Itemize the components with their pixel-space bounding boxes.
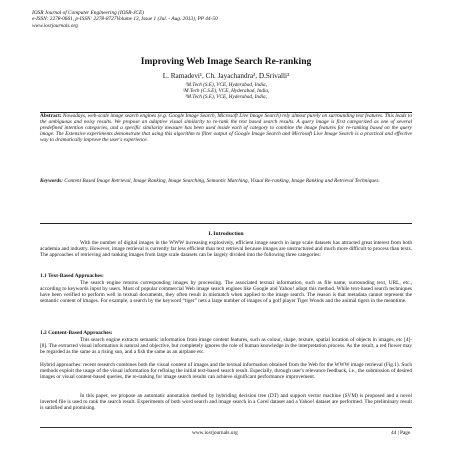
author-affiliations	[0, 82, 452, 100]
abstract	[40, 113, 412, 143]
proposal-paragraph	[40, 393, 412, 411]
text-based-paragraph-text: The search engine returns corresponding images by processing. The associated textual information, such as file name, surrounding text, URL, etc., according to keywords input by users. Most of popular commercial Web image search engines like Google and Yahoo! adopt this method. While text-based search techniques have been verified to perform well in textual documents, they often result in mismatch when applied to the image search. The reason is that metadata cannot represent the semantic content of images. For example, a search by the keyword “tiger” nets a large number of images of a golf player Tiger Woods and the animal tigers in the meantime.	[40, 280, 412, 305]
keywords-text: Content Based Image Retrieval, Image Ranking, Image Searching, Semantic Matching, Visual Re-ranking, Image Ranking and Retrieval Techniques.	[64, 178, 380, 184]
affiliation-1: ¹M.Tech (S.E), VCE, Hyderabad, India,	[185, 82, 267, 88]
hybrid-paragraph-text: Hybrid approaches: recent research combines both the visual content of images and the textual information obtained from the Web for the WWW image retrieval (Fig.1). Such methods exploit the usage of the visual information for refining the initial text-based search result. Especially, through user's relevance feedback, i.e., the submission of desired images or visual content-based queries, the re-ranking for image search results can achieve significant performance improvement.	[40, 362, 412, 381]
abstract-label: Abstract:	[40, 113, 62, 119]
journal-name: IOSR Journal of Computer Engineering (IOSR-JCE)	[32, 10, 144, 16]
paper-title: Improving Web Image Search Re-ranking	[140, 57, 312, 67]
affiliation-2: ²M.Tech (C.S.E), VCE, Hyderabad, India,	[182, 88, 270, 95]
subsection-heading-content-based: 1.2 Content-Based Approaches:	[40, 330, 113, 336]
journal-header	[32, 10, 422, 29]
keywords-label: Keywords:	[40, 178, 63, 184]
section-heading-introduction: I. Introduction	[208, 231, 244, 237]
footer-divider	[40, 427, 412, 428]
proposal-paragraph-text: In this paper, we propose an automatic annotation method by hybriding decision tree (DT) and support vector machine (SVM) is proposed and a novel inverted file is used to rank the search result. Experiments of both word search and image search in a Corel dataset and a Yahoo! dataset are performed. The preliminary result is satisfied and promising.	[40, 393, 412, 412]
intro-paragraph	[40, 240, 412, 258]
footer-url: www.iosrjournals.org	[192, 430, 238, 436]
affiliation-3: ³M.Tech (S.E), VCE, Hyderabad, India,	[185, 94, 267, 101]
content-based-paragraph	[40, 337, 412, 355]
subsection-heading-text-based: 1.1 Text-Based Approaches:	[40, 273, 104, 279]
footer-page-number: 44 | Page	[391, 430, 411, 436]
journal-url: www.iosrjournals.org	[32, 22, 78, 29]
hybrid-paragraph	[40, 362, 412, 380]
paper-authors: L. Ramadevi¹, Ch. Jayachandra², D.Srivalli³	[162, 72, 290, 80]
abstract-text: Nowadays, web-scale image search engines (e.g. Google Image Search, Microsoft Live Image Search) rely almost purely on surrounding text features. This leads to the ambiguous and noisy results. We propose an adaptive visual similarity to re-rank the text based search results. A query image is first categorized as one of several predefined intention categories, and a specific similarity measure has been used inside each of category to combine the image features for re-ranking based on the query image. The Extensive experiments demonstrate that using this algorithm to filter output of Google Image Search and Microsoft Live Image Search is a practical and effective way to dramatically improve the user's experience.	[40, 113, 413, 144]
content-based-paragraph-text: This search engine extracts semantic information from image content features, such as colour, shape, texture, spatial location of objects in images, etc [4]-[8]. The extracted visual information is natural and objective, but completely ignores the role of human knowledge in the interpretation process. As the result, a red flower may be regarded as the same as a rising sun, and a fish the same as an airplane etc.	[40, 337, 412, 356]
text-based-paragraph	[40, 280, 412, 305]
keywords	[40, 178, 412, 184]
journal-issn: e-ISSN: 2278-0661, p-ISSN: 2278-8727Volume 13, Issue 1 (Jul. - Aug. 2013), PP 44-50	[32, 16, 218, 23]
intro-paragraph-text: With the number of digital images in the WWW increasing explosively, efficient image search in large scale datasets has attracted great interest from both academia and industry. However, image retrieval is currently far less efficient than text retrieval because images are unstructured and much more difficult to process than texts. The approaches of retrieving and ranking images from large scale datasets can be largely divided into the following three categories:	[40, 240, 412, 259]
